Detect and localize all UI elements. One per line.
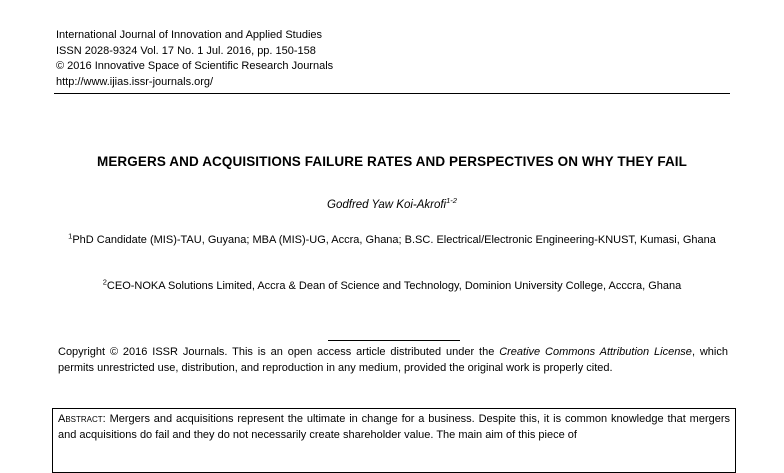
copyright-text-before: Copyright © 2016 ISSR Journals. This is an open access article distributed under the bbox=[58, 346, 500, 358]
abstract-text: Mergers and acquisitions represent the ultimate in change for a business. Despite this, it is common knowledge that mergers and acquisitions do fail and they do not necessarily create shareholder value. The main aim of this piece of bbox=[58, 413, 730, 441]
journal-copyright: © 2016 Innovative Space of Scientific Research Journals bbox=[56, 60, 334, 72]
journal-url[interactable]: http://www.ijias.issr-journals.org/ bbox=[56, 75, 214, 88]
section-divider bbox=[328, 340, 460, 341]
affiliation-2-text: CEO-NOKA Solutions Limited, Accra & Dean of Science and Technology, Dominion University College, Acccra, Ghana bbox=[106, 280, 682, 292]
journal-name: International Journal of Innovation and Applied Studies bbox=[56, 29, 323, 41]
license-name: Creative Commons Attribution License bbox=[499, 346, 692, 358]
journal-issn: ISSN 2028-9324 Vol. 17 No. 1 Jul. 2016, pp. 150-158 bbox=[56, 44, 316, 57]
affiliation-1 bbox=[64, 232, 720, 248]
affiliation-2-marker: 2 bbox=[102, 277, 107, 287]
copyright-notice bbox=[58, 344, 728, 376]
abstract-label: Abstract: bbox=[58, 413, 106, 425]
affiliation-1-marker: 1 bbox=[68, 231, 73, 241]
journal-header bbox=[56, 28, 736, 90]
author-superscript: 1-2 bbox=[446, 196, 457, 206]
affiliation-2 bbox=[54, 278, 730, 294]
header-divider bbox=[54, 93, 730, 94]
author-line bbox=[54, 196, 730, 211]
copyright-text-after: , which permits unrestricted use, distribution, and reproduction in any medium, provided the original work is properly cited. bbox=[58, 346, 728, 374]
paper-title: MERGERS AND ACQUISITIONS FAILURE RATES AND PERSPECTIVES ON WHY THEY FAIL bbox=[96, 154, 687, 169]
affiliation-1-text: PhD Candidate (MIS)-TAU, Guyana; MBA (MIS)-UG, Accra, Ghana; B.SC. Electrical/Electronic Engineering-KNUST, Kumasi, Ghana bbox=[72, 234, 716, 246]
author-name: Godfred Yaw Koi-Akrofi bbox=[327, 199, 447, 211]
